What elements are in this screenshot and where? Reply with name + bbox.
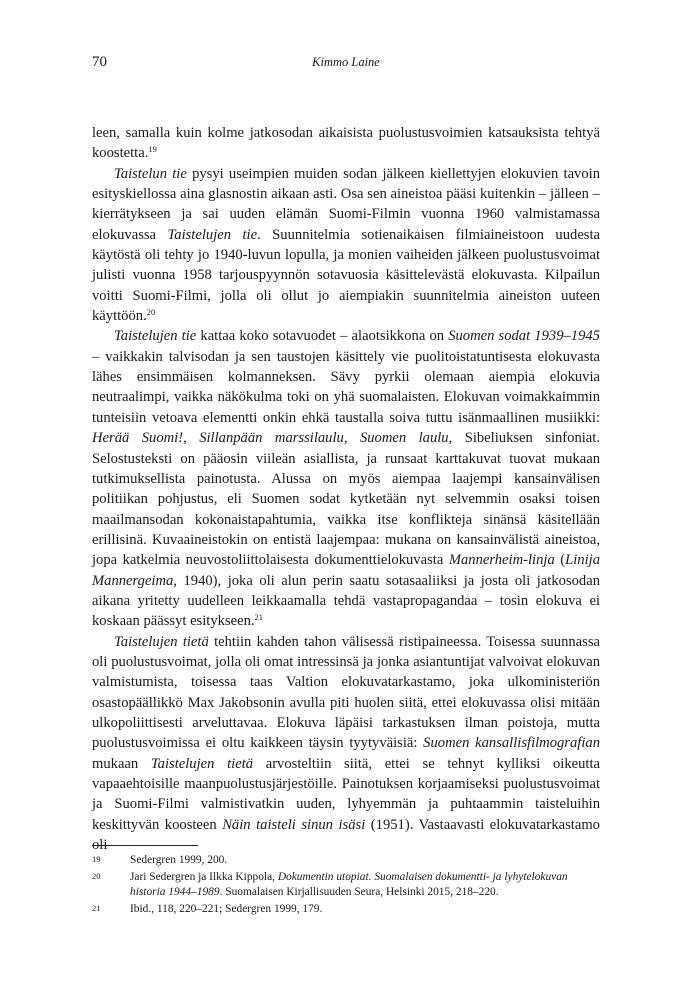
footnote xyxy=(92,853,600,869)
paragraph xyxy=(92,164,600,327)
footnote-text xyxy=(130,903,322,915)
footnote-ref: 21 xyxy=(254,612,264,623)
text-run: tehtiin kahden tahon välisessä ristipaineessa. Toisessa suunnassa oli puolustusvoimat, jolla oli omat intressinsä ja jonka asiantuntijat valvoivat elokuvan valmistumista, toisessa taas Valtion elokuvatarkastamo, joka ulkoministeriön osastopäällikkö Max Jakobsonin avulla piti huolen siitä, ettei elokuvassa olisi mitään ulkopoliittisesti arveluttavaa. Elokuva läpäisi tarkastuksen ilman poistoja, mutta puolustusvoimissa ei oltu kaikkeen täysin tyytyväisiä: xyxy=(92,633,600,752)
text-run: ( xyxy=(554,552,566,569)
text-run: pysyi useimpien muiden sodan jälkeen kiellettyjen elokuvien tavoin esityskiellossa aina glasnostin aikaan asti. Osa sen aineistoa pääsi kuitenkin – jälleen – kierrätykseen ja sai uuden elämän Suomi-Filmin vuonna 1960 valmistamassa elokuvassa xyxy=(92,165,600,243)
italic-title: Taistelujen tietä xyxy=(114,633,209,650)
text-run: arvosteltiin siitä, ettei se tehnyt kylliksi oikeutta vapaaehtoisille maanpuolustusjärjestöille. Painotuksen korjaamiseksi puolustusvoimat ja Suomi-Filmi valmistivatkin uuden, lyhyemmän ja puhtaammin taisteluihin keskittyvän koosteen xyxy=(92,755,600,833)
italic-title: Taistelujen tie xyxy=(114,328,197,345)
text-run: kattaa koko sotavuodet – alaotsikkona on xyxy=(196,328,449,345)
paragraph xyxy=(92,123,600,164)
body-text xyxy=(92,123,600,855)
footnote-text xyxy=(130,871,568,899)
italic-title: Herää Suomi! xyxy=(92,430,184,447)
page-number: 70 xyxy=(92,54,107,70)
italic-title: Sillanpään marssilaulu xyxy=(199,430,344,447)
italic-title: Suomen laulu xyxy=(359,430,449,447)
italic-title: Näin taisteli sinun isäsi xyxy=(222,816,366,833)
text-run: Ibid., 118, 220–221; Sedergren 1999, 179. xyxy=(130,902,323,915)
text-run: , 1940), joka oli alun perin saatu sotasaaliiksi ja josta oli jatkosodan aikana yritetty uudelleen leikkaamalla tehdä vastapropagandaa – tosin elokuva ei koskaan päässyt esitykseen. xyxy=(92,572,600,630)
page-header xyxy=(92,54,600,74)
text-run: Jari Sedergren ja Ilkka Kippola, xyxy=(130,870,278,883)
text-run: , Sibeliuksen sinfoniat. Selostusteksti on pääosin viileän asiallista, ja runsaat karttakuvat tuovat mukaan tutkimuksellista painotusta. Alussa on myös aiempaa laajempi kansainvälisen politiikan pohjustus, eli Suomen sodat kytketään nyt selvemmin osaksi toisen maailmansodan kokonaistapahtumia, vaikka itse konflikteja sinänsä käsitellään erillisinä. Kuvaaineistokin on entistä laajempaa: mukana on kansainvälistä aineistoa, jopa katkelmia neuvostoliittolaisesta dokumenttielokuvasta xyxy=(92,430,600,569)
text-run: , xyxy=(183,430,200,447)
text-run: Sedergren 1999, 200. xyxy=(130,854,228,866)
footnote-number: 19 xyxy=(92,854,101,864)
footnote-text xyxy=(130,854,227,866)
running-head: Kimmo Laine xyxy=(312,55,380,69)
footnote xyxy=(92,902,600,918)
footnotes xyxy=(92,853,600,918)
italic-title: Dokumentin utopiat. Suomalaisen dokumentti- ja lyhytelokuvan historia 1944–1989 xyxy=(130,870,568,899)
italic-title: Taistelujen tie xyxy=(167,226,258,243)
footnote-ref: 20 xyxy=(146,307,156,318)
text-run: mukaan xyxy=(92,755,151,772)
text-run: – vaikkakin talvisodan ja sen taustojen käsittely vie puolitoistatuntisesta elokuvasta lähes ensimmäisen kolmanneksen. Sävy pyrkii olemaan aiempia elokuvia neutraalimpi, vaikka näkökulma toki on yhä suomalaisten. Elokuvan voimakkaimmin tunteisiin vetoava elementti onkin ehkä taustalla soiva tuttu isänmaallinen musiikki: xyxy=(92,348,600,426)
italic-title: Mannerheim-linja xyxy=(448,552,555,569)
text-run: , xyxy=(343,430,360,447)
italic-title: Linija Mannergeima xyxy=(92,552,600,589)
text-run: . Suunnitelmia sotienaikaisen filmiaineistoon uudesta käytöstä oli tehty jo 1940-luvun lopulla, ja monien vaiheiden jälkeen puolustusvoimat julisti vuonna 1958 tarjouspyynnön sotavuosia käsittelevästä elokuvasta. Kilpailun voitti Suomi-Filmi, jolla oli ollut jo aiempiakin suunnitelmia aineiston uuteen käyttöön. xyxy=(92,226,601,325)
footnote-divider xyxy=(92,845,198,846)
italic-title: Taistelujen tietä xyxy=(150,755,254,772)
footnote-number: 20 xyxy=(92,870,101,881)
footnote-number: 21 xyxy=(92,902,101,913)
italic-title: Taistelun tie xyxy=(114,165,187,182)
text-run: leen, samalla kuin kolme jatkosodan aikaisista puolustusvoimien katsauksista tehtyä koostetta. xyxy=(92,125,600,162)
paragraph xyxy=(92,326,600,631)
italic-title: Suomen sodat 1939–1945 xyxy=(448,328,600,345)
text-run: . Suomalaisen Kirjallisuuden Seura, Helsinki 2015, 218–220. xyxy=(219,886,499,899)
footnote-ref: 19 xyxy=(148,144,157,155)
paragraph xyxy=(92,632,600,856)
text-run: (1951). Vastaavasti elokuvatarkastamo oli xyxy=(92,816,600,854)
footnote xyxy=(92,870,600,901)
italic-title: Suomen kansallisfilmografian xyxy=(423,735,600,752)
